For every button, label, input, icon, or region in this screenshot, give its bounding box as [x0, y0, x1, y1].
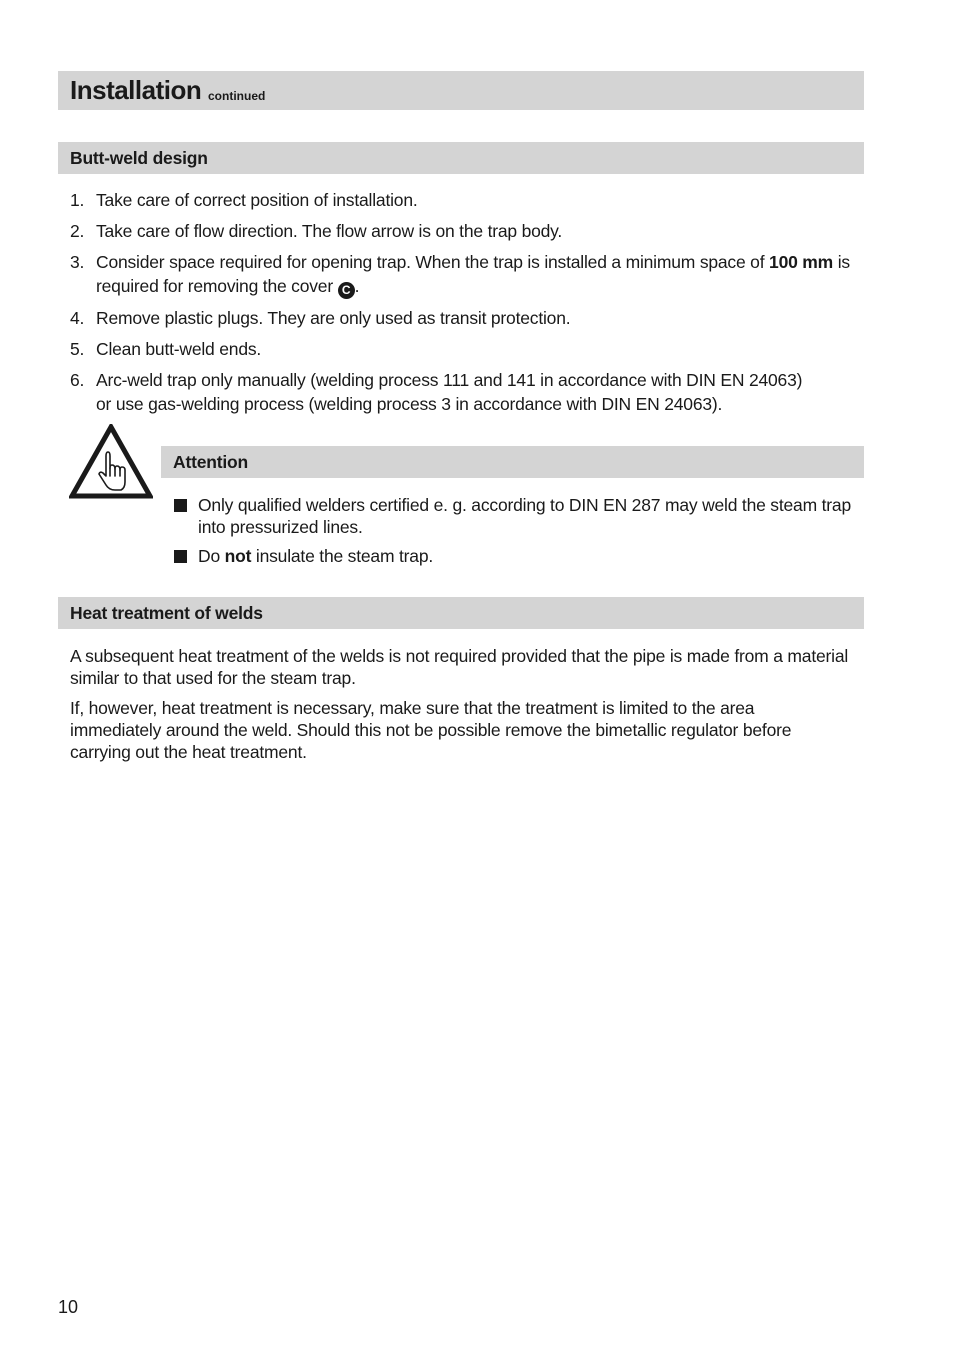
- square-bullet-icon: [174, 499, 187, 512]
- list-item: [58, 337, 864, 361]
- list-item: [58, 219, 864, 243]
- bullet-text-line2: into pressurized lines.: [198, 517, 363, 537]
- section-heading-label: Butt-weld design: [70, 148, 208, 168]
- page-number: 10: [58, 1297, 79, 1317]
- step-text: Remove plastic plugs. They are only used as transit protection.: [96, 308, 571, 328]
- list-item: [174, 545, 864, 567]
- paragraph-heat-treatment-2: If, however, heat treatment is necessary, make sure that the treatment is limited to the area immediately around the weld. Should this not be possible remove the bimetallic regulator before carrying out the heat treatment.: [70, 698, 792, 762]
- list-item: [58, 368, 864, 416]
- list-item: [58, 188, 864, 212]
- bullet-emphasis: not: [224, 546, 252, 566]
- section-heading-heat-treatment: [58, 597, 864, 629]
- list-item: [58, 250, 864, 299]
- step-text: Consider space required for opening trap. When the trap is installed a minimum space of: [96, 252, 770, 272]
- paragraph-heat-treatment-1: A subsequent heat treatment of the welds is not required provided that the pipe is made from a material similar to that used for the steam trap.: [70, 646, 849, 688]
- step-number: 4.: [70, 308, 85, 328]
- step-text: Take care of flow direction. The flow arrow is on the trap body.: [96, 221, 563, 241]
- step-number: 1.: [70, 190, 85, 210]
- step-text: .: [354, 276, 360, 296]
- section-heading-label: Heat treatment of welds: [70, 603, 263, 623]
- step-number: 5.: [70, 339, 85, 359]
- attention-list: [174, 494, 864, 574]
- title-bar: [58, 71, 864, 110]
- bullet-text: Do: [198, 546, 225, 566]
- attention-heading-label: Attention: [173, 452, 248, 472]
- step-number: 2.: [70, 221, 85, 241]
- bullet-text: insulate the steam trap.: [251, 546, 434, 566]
- step-number: 3.: [70, 252, 85, 272]
- step-text-line2: or use gas-welding process (welding process 3 in accordance with DIN EN 24063).: [96, 394, 723, 414]
- step-text: Clean butt-weld ends.: [96, 339, 262, 359]
- step-text-line1: Arc-weld trap only manually (welding process 111 and 141 in accordance with DIN EN 24063): [96, 370, 803, 390]
- page-subtitle: continued: [208, 89, 266, 103]
- step-emphasis: 100 mm: [769, 252, 834, 272]
- section-heading-butt-weld: [58, 142, 864, 174]
- square-bullet-icon: [174, 550, 187, 563]
- page-title: Installation: [70, 75, 202, 105]
- circled-letter-icon: C: [338, 282, 355, 299]
- bullet-text-line1: Only qualified welders certified e. g. according to DIN EN 287 may weld the steam trap: [198, 495, 851, 515]
- attention-heading: [161, 446, 864, 478]
- list-item: [58, 306, 864, 330]
- step-number: 6.: [70, 370, 85, 390]
- step-text: Take care of correct position of installation.: [96, 190, 418, 210]
- warning-hand-icon: [69, 424, 153, 500]
- list-item: [174, 494, 864, 538]
- step-text: is required for removing the cover: [96, 252, 850, 296]
- steps-list: [58, 188, 864, 423]
